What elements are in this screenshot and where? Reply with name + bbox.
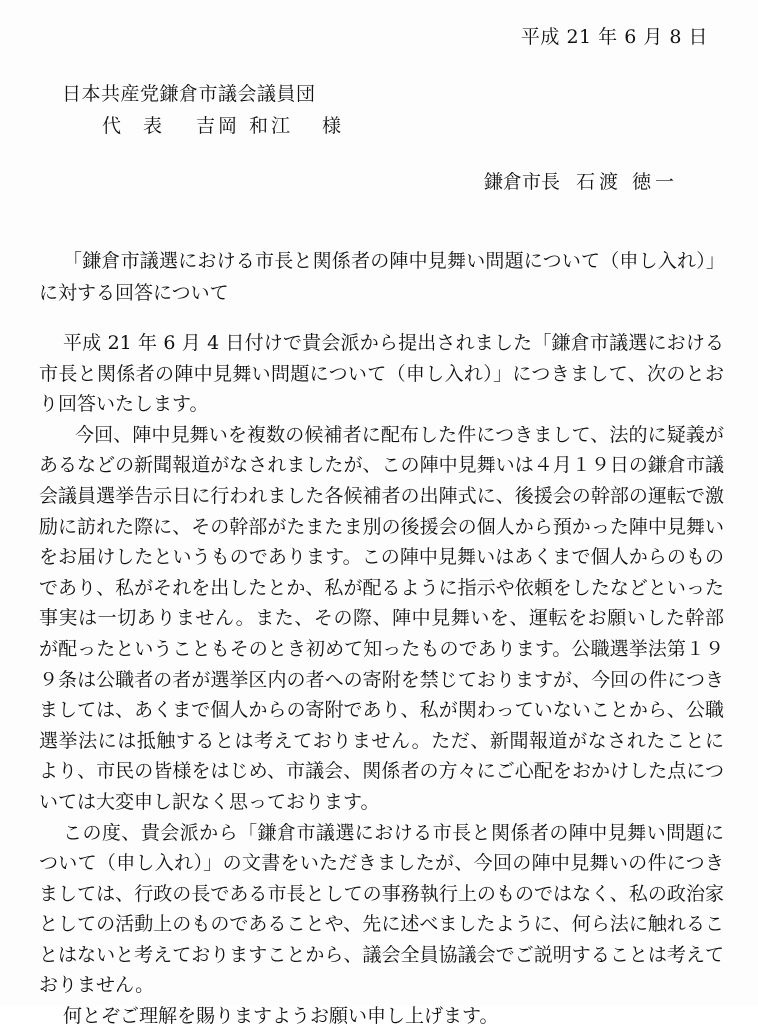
subject-line-2: に対する回答について: [39, 282, 229, 304]
sender: [484, 167, 678, 194]
letter-subject: [39, 245, 726, 309]
addressee-representative: [102, 111, 341, 138]
sender-title: 鎌倉市長: [484, 171, 561, 193]
body-paragraph: この度、貴会派から「鎌倉市議選における市長と関係者の陣中見舞い問題について（申し入れ）」の文書をいただきましたが、今回の陣中見舞いの件につきましては、行政の長である市長としての事務執行上のものではなく、私の政治家としての活動上のものであることや、先に述べましたように、何ら法に触れることはないと考えておりますことから、議会全員協議会でご説明することは考えておりません。: [39, 821, 724, 997]
body-paragraph: 何とぞご理解を賜りますようお願い申し上げます。: [63, 1005, 499, 1028]
addressee-organization: 日本共産党鎌倉市議会議員団: [62, 83, 316, 105]
addressee-name: 吉岡 和江: [196, 115, 294, 137]
body-paragraph: 今回、陣中見舞いを複数の候補者に配布した件につきまして、法的に疑義があるなどの新聞報道がなされましたが、この陣中見舞いは４月１９日の鎌倉市議会議員選挙告示日に行われました各候補者の出陣式に、後援会の幹部の運転で激励に訪れた際に、その幹部がたまたま別の後援会の個人から預かった陣中見舞いをお届けしたというものであります。この陣中見舞いはあくまで個人からのものであり、私がそれを出したとか、私が配るように指示や依頼をしたなどといった事実は一切ありません。また、その際、陣中見舞いを、運転をお願いした幹部が配ったということもそのとき初めて知ったものであります。公職選挙法第１９９条は公職者の者が選挙区内の者への寄附を禁じておりますが、今回の件につきましては、あくまで個人からの寄附であり、私が関わっていないことから、公職選挙法には抵触するとは考えておりません。ただ、新聞報道がなされたことにより、市民の皆様をはじめ、市議会、関係者の方々にご心配をおかけした点については大変申し訳なく思っております。: [39, 423, 724, 813]
sender-name: 石渡 徳一: [576, 171, 679, 193]
letter-body: [39, 328, 724, 1032]
letter-date: 平成 21 年 6 月 8 日: [520, 26, 708, 48]
addressee-honorific: 様: [322, 115, 342, 137]
subject-line-1: 「鎌倉市議選における市長と関係者の陣中見舞い問題について（申し入れ）」: [63, 250, 726, 272]
addressee-title: 代 表: [102, 115, 171, 137]
body-paragraph: 平成 21 年 6 月 4 日付けで貴会派から提出されました「鎌倉市議選における市長と関係者の陣中見舞い問題について（申し入れ）」につきまして、次のとおり回答いたします。: [39, 332, 724, 416]
